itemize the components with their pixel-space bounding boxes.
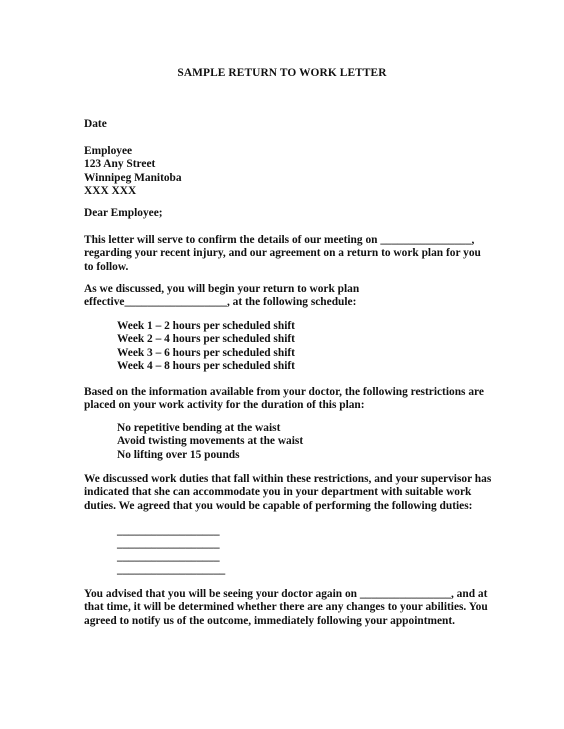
paragraph-followup <box>84 588 488 628</box>
date-line <box>84 118 484 131</box>
paragraph-line: that time, it will be determined whether there are any changes to your abilities. You <box>84 601 488 614</box>
schedule-item: Week 2 – 4 hours per scheduled shift <box>117 333 295 346</box>
paragraph-line: Based on the information available from your doctor, the following restrictions are <box>84 386 484 398</box>
paragraph-line: regarding your recent injury, and our agreement on a return to work plan for you <box>84 247 481 260</box>
duty-blanks <box>117 525 225 577</box>
paragraph-line: We discussed work duties that fall within these restrictions, and your supervisor has <box>84 473 492 485</box>
document-title: SAMPLE RETURN TO WORK LETTER <box>177 67 387 79</box>
duty-blank: ___________________ <box>117 564 226 576</box>
paragraph-line: As we discussed, you will begin your return to work plan <box>84 283 360 295</box>
paragraph-line: placed on your work activity for the duration of this plan: <box>84 399 365 412</box>
address-line: Employee <box>84 145 133 157</box>
paragraph-line: effective__________________, at the following schedule: <box>84 296 357 309</box>
paragraph-duties <box>84 473 492 513</box>
paragraph-plan <box>84 283 484 310</box>
schedule-item: Week 4 – 8 hours per scheduled shift <box>117 359 295 372</box>
paragraph-line: to follow. <box>84 260 129 273</box>
address-block <box>84 145 484 198</box>
duty-blank: __________________ <box>117 551 220 563</box>
duty-blank: __________________ <box>117 525 220 537</box>
restriction-item: No repetitive bending at the waist <box>117 422 281 434</box>
address-line: 123 Any Street <box>84 158 156 171</box>
schedule-item: Week 3 – 6 hours per scheduled shift <box>117 346 295 359</box>
schedule-list <box>117 320 295 373</box>
paragraph-line: agreed to notify us of the outcome, immediately following your appointment. <box>84 614 456 627</box>
restrictions-list <box>117 422 303 462</box>
paragraph-line: indicated that she can accommodate you in your department with suitable work <box>84 486 472 499</box>
paragraph-meeting <box>84 234 484 274</box>
paragraph-line: duties. We agreed that you would be capable of performing the following duties: <box>84 499 473 512</box>
paragraph-line: You advised that you will be seeing your doctor again on ________________, and at <box>84 588 488 600</box>
paragraph-restrictions <box>84 386 484 413</box>
duty-blank: __________________ <box>117 538 220 550</box>
salutation-text: Dear Employee; <box>84 207 163 219</box>
salutation <box>84 207 484 220</box>
address-line: XXX XXX <box>84 184 137 197</box>
schedule-item: Week 1 – 2 hours per scheduled shift <box>117 320 295 332</box>
paragraph-line: This letter will serve to confirm the details of our meeting on ________________, <box>84 234 475 246</box>
address-line: Winnipeg Manitoba <box>84 171 182 184</box>
restriction-item: Avoid twisting movements at the waist <box>117 435 304 448</box>
restriction-item: No lifting over 15 pounds <box>117 448 240 461</box>
date-label: Date <box>84 118 107 130</box>
